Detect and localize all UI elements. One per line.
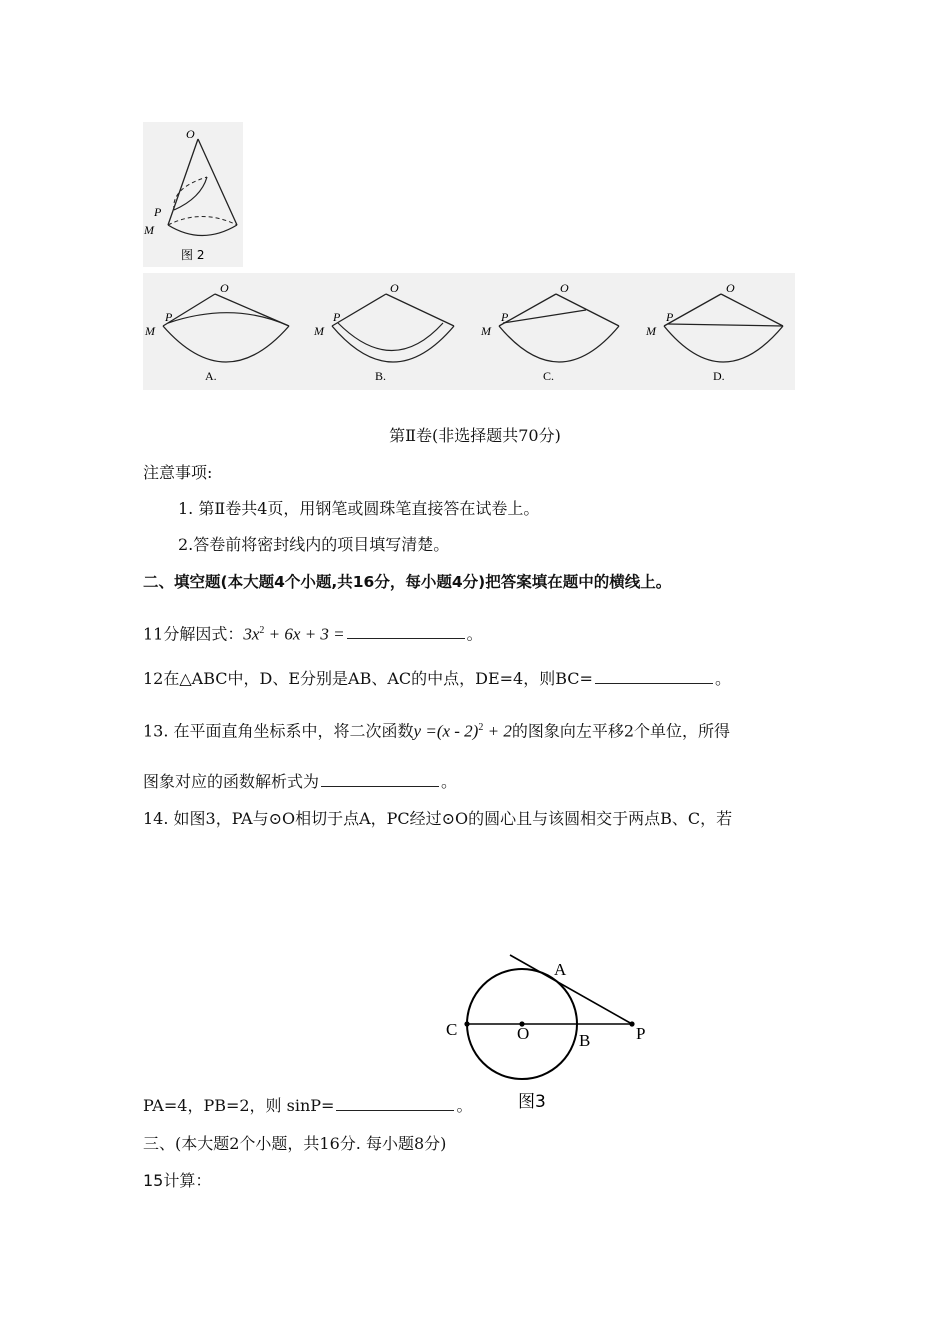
fig3-label-o: O <box>517 1024 530 1043</box>
q13-end: 。 <box>441 772 458 791</box>
section-3-heading: 三、(本大题2个小题，共16分. 每小题8分) <box>143 1134 447 1153</box>
q11-exponent: 2 <box>259 625 265 636</box>
option-a-letter: A. <box>205 369 217 383</box>
q14-line2: PA=4，PB=2，则 sinP= <box>143 1096 335 1115</box>
question-14-line1: 14. 如图3，PA与⊙O相切于点A，PC经过⊙O的圆心且与该圆相交于两点B、C，若 <box>143 809 733 828</box>
q14-end: 。 <box>456 1096 473 1115</box>
option-b-letter: B. <box>375 369 387 383</box>
option-b-o: O <box>390 281 399 295</box>
q12-answer-blank[interactable] <box>595 669 713 684</box>
option-d-letter: D. <box>713 369 725 383</box>
option-c-letter: C. <box>543 369 555 383</box>
figure-2 <box>143 122 243 267</box>
question-11 <box>143 621 483 644</box>
q13-suffix: 的图象向左平移2个单位，所得 <box>511 721 731 741</box>
option-c-m: M <box>481 324 491 338</box>
question-14-line2 <box>143 1096 472 1116</box>
figure-3 <box>440 948 660 1118</box>
option-c-o: O <box>560 281 569 295</box>
q13-answer-blank[interactable] <box>321 772 439 787</box>
option-a-o: O <box>220 281 229 295</box>
q11-expr-a: 3x <box>243 624 260 644</box>
fig2-label-m: M <box>144 223 154 237</box>
option-b <box>313 281 454 383</box>
notice-item-1: 1. 第Ⅱ卷共4页，用钢笔或圆珠笔直接答在试卷上。 <box>178 499 540 518</box>
fig2-label-p: P <box>154 205 162 219</box>
q13-line2: 图象对应的函数解析式为 <box>143 772 320 791</box>
fig3-label-a: A <box>554 960 567 979</box>
q13-exponent: 2 <box>478 722 484 733</box>
fig3-label-c: C <box>446 1020 458 1039</box>
question-12 <box>143 669 731 689</box>
section-2-heading: 二、填空题(本大题4个小题,共16分，每小题4分)把答案填在题中的横线上。 <box>143 573 672 591</box>
option-c-p: P <box>501 310 509 324</box>
option-c <box>480 281 619 383</box>
q13-prefix: 13. 在平面直角坐标系中，将二次函数 <box>143 721 414 741</box>
q14-answer-blank[interactable] <box>336 1096 454 1111</box>
option-d-p: P <box>666 310 674 324</box>
fig3-caption: 图3 <box>518 1092 546 1112</box>
q12-end: 。 <box>714 669 731 688</box>
question-13-line1 <box>143 718 730 741</box>
q11-expr-b: + 6x + 3 = <box>264 624 345 644</box>
q11-end: 。 <box>466 624 483 644</box>
notice-title: 注意事项: <box>143 463 213 482</box>
option-a-p: P <box>165 310 173 324</box>
notice-item-2: 2.答卷前将密封线内的项目填写清楚。 <box>178 535 450 554</box>
cone-drawing <box>143 122 243 267</box>
question-13-line2 <box>143 772 457 792</box>
option-a-m: M <box>145 324 155 338</box>
fig2-caption: 图 2 <box>181 248 205 262</box>
fig2-label-o: O <box>186 127 195 141</box>
option-a <box>144 281 289 383</box>
fig3-label-p: P <box>636 1024 646 1043</box>
q12-text: 12在△ABC中，D、E分别是AB、AC的中点，DE=4，则BC= <box>143 669 593 688</box>
fig3-label-b: B <box>579 1031 591 1050</box>
option-d <box>645 281 783 383</box>
options-strip <box>143 273 795 390</box>
option-b-p: P <box>333 310 341 324</box>
q13-expr-b: + 2 <box>483 721 512 741</box>
circle-tangent-drawing <box>440 948 660 1118</box>
q13-expr-a: y =(x - 2) <box>413 721 479 741</box>
q11-prefix: 11分解因式： <box>143 624 244 644</box>
option-d-m: M <box>646 324 656 338</box>
q11-answer-blank[interactable] <box>347 624 465 639</box>
part2-heading: 第Ⅱ卷(非选择题共70分) <box>389 426 561 445</box>
option-sector-drawings <box>143 273 795 390</box>
question-15: 15计算： <box>143 1171 212 1190</box>
option-b-m: M <box>314 324 324 338</box>
option-d-o: O <box>726 281 735 295</box>
